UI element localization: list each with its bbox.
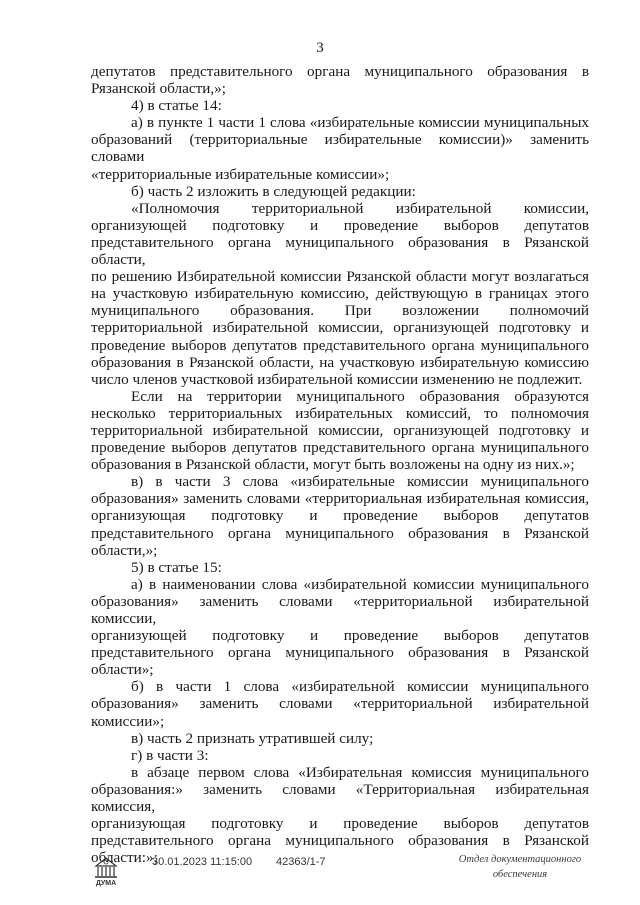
document-code: 42363/1-7 (276, 856, 326, 868)
text-line: несколько территориальных избирательных комиссий, то полномочия (91, 404, 589, 422)
text-line: Если на территории муниципального образования образуются (131, 387, 589, 405)
text-line: организующая подготовку и проведение выборов депутатов (91, 815, 589, 833)
footer (0, 852, 640, 892)
text-line: Рязанской области,»; (91, 80, 226, 98)
text-line: «Полномочия территориальной избирательной комиссии, (131, 199, 589, 217)
text-line: образования» заменить словами «территориальная избирательная комиссия, (91, 490, 589, 508)
text-line: образования в Рязанской области, на участковую избирательную комиссию (91, 353, 589, 371)
logo-caption: ДУМА (95, 880, 117, 887)
text-line: в) часть 2 признать утратившей силу; (131, 729, 374, 747)
text-line: по решению Избирательной комиссии Рязанской области могут возлагаться (91, 268, 589, 286)
text-line: области:»; (91, 849, 158, 867)
text-line: б) часть 2 изложить в следующей редакции: (131, 182, 416, 200)
text-line: 4) в статье 14: (131, 97, 222, 115)
text-line: муниципального образования. При возложении полномочий (91, 302, 589, 320)
page-number: 3 (316, 40, 324, 56)
text-line: образования» заменить словами «территориальной избирательной комиссии, (91, 592, 589, 627)
department-line-2: обеспечения (492, 869, 548, 880)
text-line: на участковую избирательную комиссию, действующую в границах этого (91, 285, 589, 303)
text-line: в) в части 3 слова «избирательные комиссии муниципального (131, 473, 589, 491)
document-body (91, 63, 589, 866)
text-line: число членов участковой избирательной комиссии изменению не подлежит. (91, 370, 583, 388)
text-line: области,»; (91, 541, 158, 559)
text-line: г) в части 3: (131, 746, 209, 764)
text-line: организующая подготовку и проведение выборов депутатов (91, 507, 589, 525)
text-line: 5) в статье 15: (131, 558, 222, 576)
text-line: в абзаце первом слова «Избирательная комиссия муниципального (131, 763, 589, 781)
text-line: а) в наименовании слова «избирательной комиссии муниципального (131, 575, 589, 593)
text-line: б) в части 1 слова «избирательной комиссии муниципального (131, 678, 589, 696)
text-line: организующей подготовку и проведение выборов депутатов (91, 216, 589, 234)
text-line: комиссии»; (91, 712, 165, 730)
duma-logo (92, 856, 120, 890)
text-line: образования:» заменить словами «Территориальная избирательная комиссия, (91, 780, 589, 816)
text-line: представительного органа муниципального образования в Рязанской (91, 832, 589, 850)
text-line: представительного органа муниципального образования в Рязанской (91, 524, 589, 542)
text-line: проведение выборов депутатов представительного органа муниципального (91, 336, 589, 354)
department-line-1: Отдел документационного (458, 854, 582, 865)
text-line: образования» заменить словами «территориальной избирательной (91, 695, 589, 713)
text-line: «территориальные избирательные комиссии»; (91, 165, 390, 183)
text-line: территориальной избирательной комиссии, организующей подготовку и (91, 421, 589, 439)
text-line: образования в Рязанской области, могут быть возложены на одну из них.»; (91, 456, 575, 474)
text-line: образований (территориальные избирательные комиссии)» заменить словами (91, 131, 589, 166)
registration-datetime: 30.01.2023 11:15:00 (152, 856, 253, 868)
text-line: а) в пункте 1 части 1 слова «избирательные комиссии муниципальных (131, 114, 589, 132)
text-line: проведение выборов депутатов представительного органа муниципального (91, 439, 589, 457)
text-line: представительного органа муниципального образования в Рязанской (91, 644, 589, 662)
duma-building-icon (92, 856, 120, 880)
department-stamp (445, 852, 595, 882)
text-line: организующей подготовку и проведение выборов депутатов (91, 627, 589, 645)
text-line: области»; (91, 661, 154, 679)
text-line: представительного органа муниципального образования в Рязанской области, (91, 233, 589, 269)
text-line: территориальной избирательной комиссии, организующей подготовку и (91, 319, 589, 337)
text-line: депутатов представительного органа муниципального образования в (91, 63, 589, 80)
